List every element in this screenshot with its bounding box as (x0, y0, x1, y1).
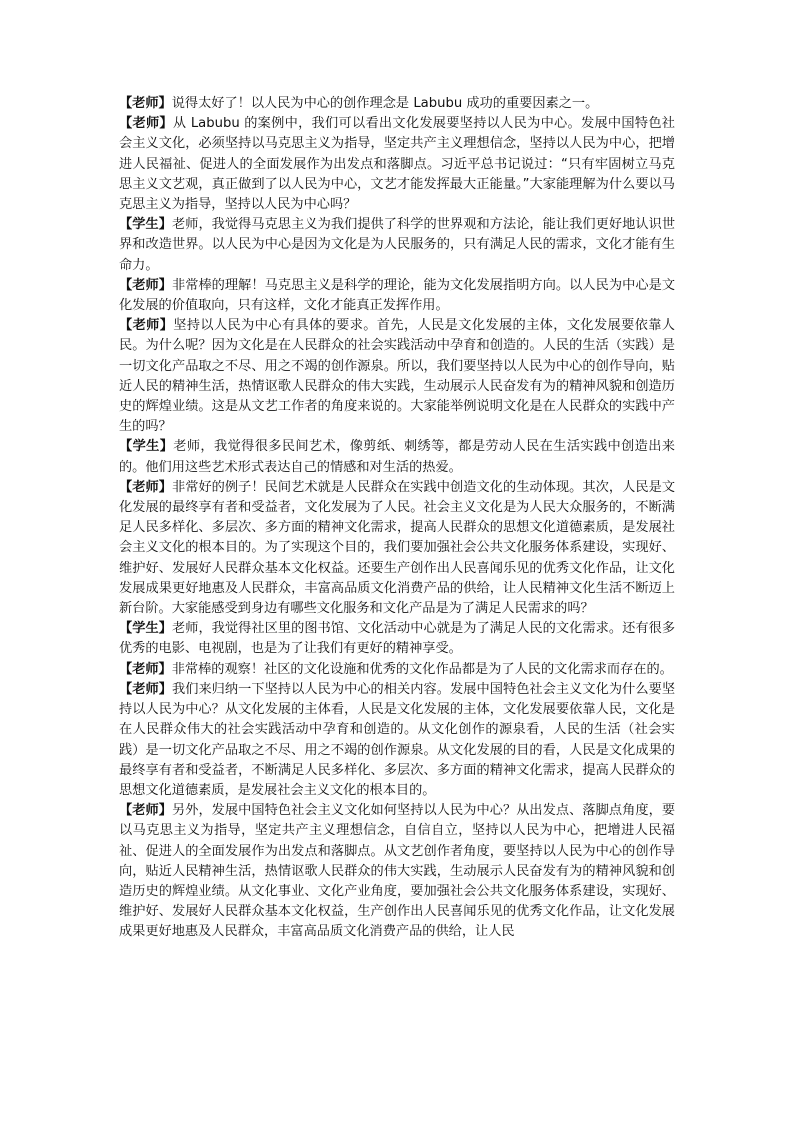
dialogue-text: 从 Labubu 的案例中，我们可以看出文化发展要坚持以人民为中心。发展中国特色社会主义文化，必须坚持以马克思主义为指导，坚定共产主义理想信念，坚持以人民为中心，把增进人民福祉、促进人的全面发展作为出发点和落脚点。习近平总书记说过：“只有牢固树立马克思主义文艺观，真正做到了以人民为中心，文艺才能发挥最大正能量。”大家能理解为什么要以马克思主义为指导，坚持以人民为中心吗？ (119, 116, 675, 213)
speaker-label: 【老师】 (119, 661, 172, 677)
speaker-label: 【学生】 (119, 439, 174, 455)
dialogue-text: 我们来归纳一下坚持以人民为中心的相关内容。发展中国特色社会主义文化为什么要坚持以人民为中心？从文化发展的主体看，人民是文化发展的主体，文化发展要依靠人民，文化是在人民群众伟大的社会实践活动中孕育和创造的。从文化创作的源泉看，人民的生活（社会实践）是一切文化产品取之不尽、用之不竭的创作源泉。从文化发展的目的看，人民是文化成果的最终享有者和受益者，不断满足人民多样化、多层次、多方面的精神文化需求，提高人民群众的思想文化道德素质，是发展社会主义文化的根本目的。 (119, 681, 676, 798)
speaker-label: 【老师】 (119, 116, 173, 132)
dialogue-paragraph (119, 94, 675, 114)
dialogue-text: 坚持以人民为中心有具体的要求。首先，人民是文化发展的主体，文化发展要依靠人民。为什么呢？因为文化是在人民群众的社会实践活动中孕育和创造的。人民的生活（实践）是一切文化产品取之不尽、用之不竭的创作源泉。所以，我们要坚持以人民为中心的创作导向，贴近人民的精神生活，热情讴歌人民群众的伟大实践，生动展示人民奋发有为的精神风貌和创造历史的辉煌业绩。这是从文艺工作者的角度来说的。大家能举例说明文化是在人民群众的实践中产生的吗？ (119, 318, 675, 435)
speaker-label: 【老师】 (119, 318, 174, 334)
speaker-label: 【老师】 (119, 479, 172, 495)
speaker-label: 【老师】 (119, 803, 172, 819)
dialogue-text: 老师，我觉得马克思主义为我们提供了科学的世界观和方法论，能让我们更好地认识世界和改造世界。以人民为中心是因为文化是为人民服务的，只有满足人民的需求，文化才能有生命力。 (119, 217, 676, 273)
speaker-label: 【老师】 (119, 277, 172, 293)
dialogue-paragraph (119, 619, 675, 659)
dialogue-paragraph (119, 276, 675, 316)
document-page (119, 94, 675, 943)
speaker-label: 【学生】 (119, 217, 172, 233)
dialogue-text: 另外，发展中国特色社会主义文化如何坚持以人民为中心？从出发点、落脚点角度，要以马克思主义为指导，坚定共产主义理想信念，自信自立，坚持以人民为中心，把增进人民福祉、促进人的全面发展作为出发点和落脚点。从文艺创作者角度，要坚持以人民为中心的创作导向，贴近人民精神生活，热情讴歌人民群众的伟大实践，生动展示人民奋发有为的精神风貌和创造历史的辉煌业绩。从文化事业、文化产业角度，要加强社会公共文化服务体系建设，实现好、维护好、发展好人民群众基本文化权益，生产创作出人民喜闻乐见的优秀文化作品，让文化发展成果更好地惠及人民群众，丰富高品质文化消费产品的供给，让人民 (119, 803, 676, 940)
speaker-label: 【老师】 (119, 96, 172, 111)
dialogue-text: 非常棒的理解！马克思主义是科学的理论，能为文化发展指明方向。以人民为中心是文化发展的价值取向，只有这样，文化才能真正发挥作用。 (119, 277, 676, 314)
dialogue-paragraph (119, 316, 675, 437)
dialogue-text: 非常好的例子！民间艺术就是人民群众在实践中创造文化的生动体现。其次，人民是文化发展的最终享有者和受益者，文化发展为了人民。社会主义文化是为人民大众服务的，不断满足人民多样化、多层次、多方面的精神文化需求，提高人民群众的思想文化道德素质，是发展社会主义文化的根本目的。为了实现这个目的，我们要加强社会公共文化服务体系建设，实现好、维护好、发展好人民群众基本文化权益。还要生产创作出人民喜闻乐见的优秀文化作品，让文化发展成果更好地惠及人民群众，丰富高品质文化消费产品的供给，让人民精神文化生活不断迈上新台阶。大家能感受到身边有哪些文化服务和文化产品是为了满足人民需求的吗？ (119, 479, 676, 617)
dialogue-text: 老师，我觉得社区里的图书馆、文化活动中心就是为了满足人民的文化需求。还有很多优秀的电影、电视剧，也是为了让我们有更好的精神享受。 (119, 621, 676, 657)
dialogue-paragraph (119, 801, 675, 942)
dialogue-text: 老师，我觉得很多民间艺术，像剪纸、刺绣等，都是劳动人民在生活实践中创造出来的。他们用这些艺术形式表达自己的情感和对生活的热爱。 (119, 439, 675, 475)
dialogue-text: 说得太好了！以人民为中心的创作理念是 Labubu 成功的重要因素之一。 (171, 96, 599, 111)
dialogue-paragraph (119, 660, 675, 680)
speaker-label: 【老师】 (119, 681, 172, 697)
dialogue-paragraph (119, 680, 675, 801)
dialogue-paragraph (119, 478, 675, 619)
speaker-label: 【学生】 (119, 621, 172, 637)
dialogue-text: 非常棒的观察！社区的文化设施和优秀的文化作品都是为了人民的文化需求而存在的。 (171, 661, 673, 677)
dialogue-paragraph (119, 114, 675, 215)
dialogue-paragraph (119, 215, 675, 276)
dialogue-paragraph (119, 437, 675, 477)
